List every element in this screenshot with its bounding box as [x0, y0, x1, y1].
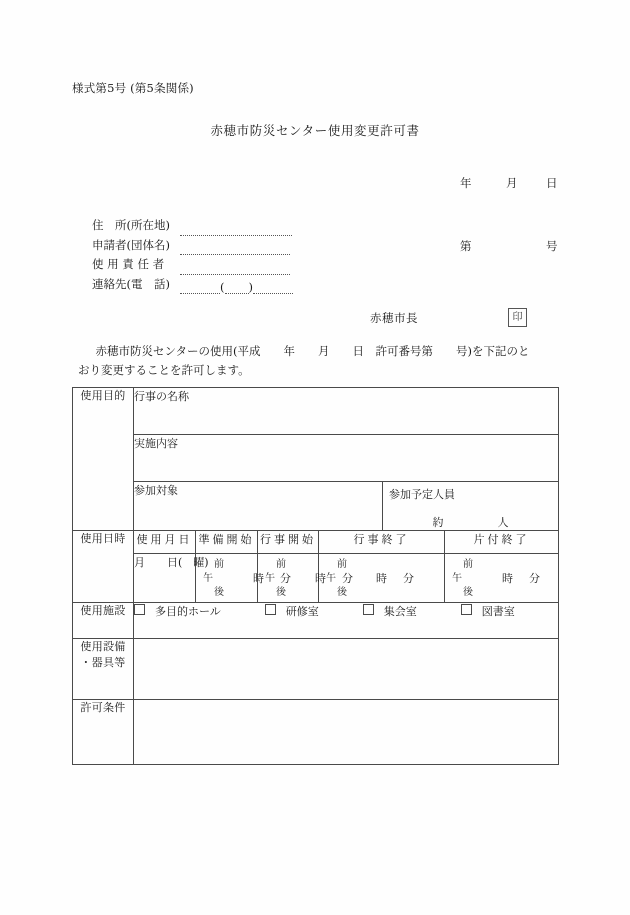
number-line — [438, 215, 557, 278]
facility-option-training-room[interactable]: 研修室 — [285, 605, 319, 618]
checkbox-assembly-room[interactable] — [363, 604, 374, 615]
organization-row — [92, 236, 293, 256]
am-label[interactable]: 前 — [214, 559, 224, 570]
conditions-input-cell[interactable] — [134, 700, 559, 765]
minute-label: 分 — [529, 572, 540, 585]
facility-options-cell — [134, 603, 559, 639]
cleanup-end-time-cell[interactable] — [445, 554, 559, 603]
participant-target-cell[interactable] — [134, 482, 383, 531]
phone-number-input-line[interactable] — [253, 280, 293, 294]
phone-paren-open: ( — [220, 280, 225, 294]
gogo-label: 午 — [452, 573, 462, 584]
address-input-line[interactable] — [180, 222, 292, 236]
expected-attendance-label: 参加予定人員 — [389, 488, 455, 501]
pm-label[interactable]: 後 — [337, 587, 347, 598]
table-row — [73, 482, 559, 531]
number-suffix: 号 — [545, 239, 558, 253]
equipment-label — [73, 639, 134, 700]
permission-paragraph-line1: 赤穂市防災センターの使用(平成 年 月 日 許可番号第 号)を下記のと — [84, 344, 530, 358]
hour-label: 時 — [253, 572, 264, 585]
facility-option-assembly-room[interactable]: 集会室 — [383, 605, 417, 618]
am-label[interactable]: 前 — [463, 559, 473, 570]
hour-label: 時 — [315, 572, 326, 585]
gogo-label: 午 — [203, 573, 213, 584]
permission-paragraph — [72, 342, 558, 380]
phone-paren-close: ) — [248, 280, 253, 294]
document-title: 赤穂市防災センター使用変更許可書 — [210, 123, 420, 138]
responsible-person-input-line[interactable] — [180, 261, 290, 275]
minute-label: 分 — [342, 572, 353, 585]
pm-label[interactable]: 後 — [276, 587, 286, 598]
hour-label: 時 — [502, 572, 513, 585]
checkbox-multipurpose-hall[interactable] — [134, 604, 145, 615]
attendance-about-label: 約 — [432, 516, 444, 529]
ampm-selector[interactable] — [265, 556, 291, 600]
date-line — [438, 152, 557, 215]
year-label: 年 — [459, 176, 472, 190]
equipment-input-cell[interactable] — [134, 639, 559, 700]
hour-label: 時 — [376, 572, 387, 585]
pm-label[interactable]: 後 — [463, 587, 473, 598]
applicant-block — [92, 216, 293, 294]
purpose-label: 使用目的 — [73, 388, 134, 531]
facility-option-multipurpose-hall[interactable]: 多目的ホール — [155, 605, 221, 618]
pm-label[interactable]: 後 — [214, 587, 224, 598]
address-row — [92, 216, 293, 236]
checkbox-library-room[interactable] — [461, 604, 472, 615]
gogo-label: 午 — [265, 573, 275, 584]
am-label[interactable]: 前 — [337, 559, 347, 570]
event-start-time-cell[interactable] — [258, 554, 353, 603]
event-content-cell[interactable] — [134, 435, 559, 482]
table-row — [73, 639, 559, 700]
day-label: 日 — [545, 176, 558, 190]
number-prefix: 第 — [459, 239, 472, 253]
table-row — [73, 435, 559, 482]
facility-label: 使用施設 — [73, 603, 134, 639]
responsible-person-label: 使 用 責 任 者 — [92, 257, 165, 271]
organization-label: 申請者(団体名) — [92, 237, 170, 252]
ampm-selector[interactable] — [452, 556, 478, 600]
equipment-label-line2: ・器具等 — [80, 656, 126, 669]
checkbox-training-room[interactable] — [265, 604, 276, 615]
address-label: 住 所(所在地) — [92, 218, 170, 232]
date-and-number-block — [438, 152, 557, 278]
conditions-label: 許可条件 — [73, 700, 134, 765]
organization-input-line[interactable] — [180, 241, 290, 255]
minute-label: 分 — [280, 572, 291, 585]
equipment-label-line1: 使用設備 — [80, 640, 126, 653]
table-row — [73, 603, 559, 639]
ampm-selector[interactable] — [326, 556, 352, 600]
cleanup-end-header: 片付終了 — [445, 531, 559, 554]
event-content-label: 実施内容 — [134, 437, 178, 450]
phone-label: 連絡先(電 話) — [92, 276, 170, 291]
mayor-label: 赤穂市長 — [370, 311, 418, 325]
usage-date-header: 使用月日 — [134, 531, 196, 554]
expected-attendance-value-row — [383, 502, 558, 530]
phone-area-input-line[interactable] — [180, 280, 220, 294]
permission-paragraph-line2: おり変更することを許可します。 — [78, 363, 250, 377]
event-name-cell[interactable] — [134, 388, 559, 435]
am-label[interactable]: 前 — [276, 559, 286, 570]
event-name-label: 行事の名称 — [134, 390, 189, 403]
event-end-time-cell[interactable] — [319, 554, 445, 603]
table-row — [73, 554, 559, 603]
attendance-unit-label: 人 — [497, 516, 509, 529]
table-row — [73, 700, 559, 765]
ampm-selector[interactable] — [203, 556, 229, 600]
usage-date-input-cell[interactable]: 月 日( 曜) — [134, 554, 196, 603]
prep-start-time-cell[interactable] — [196, 554, 291, 603]
event-end-header: 行事終了 — [319, 531, 445, 554]
month-label: 月 — [505, 176, 518, 190]
responsible-person-row — [92, 255, 293, 275]
form-number: 様式第5号 (第5条関係) — [72, 81, 194, 95]
gogo-label: 午 — [326, 573, 336, 584]
phone-row — [92, 275, 293, 295]
phone-exchange-input-line[interactable] — [225, 280, 249, 294]
prep-start-header: 準備開始 — [196, 531, 258, 554]
seal-stamp-box: 印 — [508, 308, 527, 327]
expected-attendance-cell[interactable] — [383, 482, 559, 531]
table-row — [73, 388, 559, 435]
application-detail-table — [72, 387, 559, 765]
event-start-header: 行事開始 — [258, 531, 319, 554]
usage-datetime-label: 使用日時 — [73, 531, 134, 603]
participant-target-label: 参加対象 — [134, 484, 178, 497]
facility-option-library-room[interactable]: 図書室 — [481, 605, 515, 618]
minute-label: 分 — [403, 572, 414, 585]
table-row — [73, 531, 559, 554]
